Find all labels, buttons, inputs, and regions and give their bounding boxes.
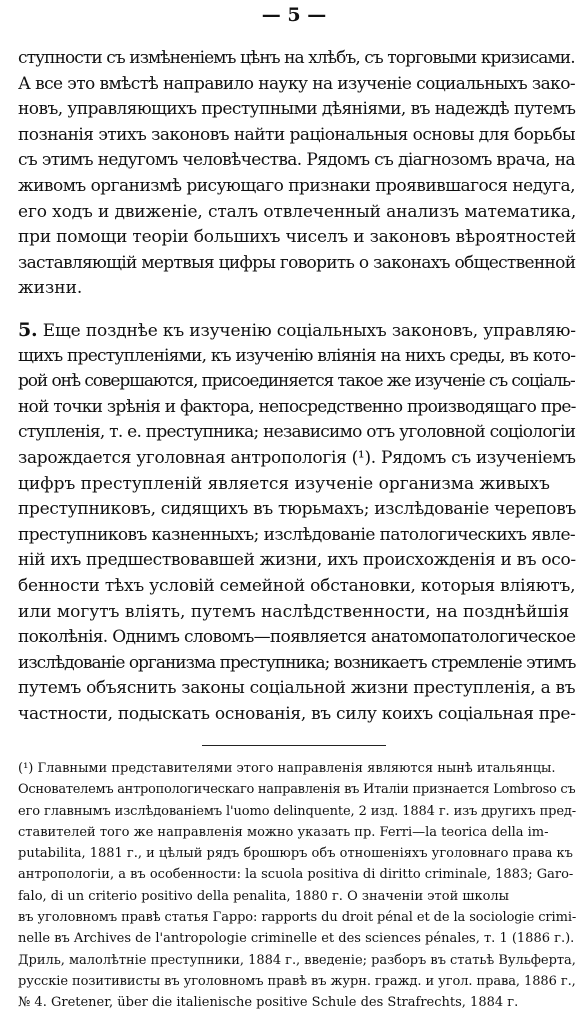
footnote-line: Дриль, малолѣтніе преступники, 1884 г., введеніе; разборъ въ статьѣ Вульферта, xyxy=(18,952,576,968)
footnote-line: въ уголовномъ правѣ статья Гарро: rapports du droit pénal et de la sociologie crimi- xyxy=(18,910,576,926)
text-line: ній ихъ предшествовавшей жизни, ихъ происхожденія и въ осо- xyxy=(18,550,576,571)
text-line: щихъ преступленіями, къ изученію вліянія на нихъ среды, въ кото- xyxy=(18,345,576,366)
text-line: новъ, управляющихъ преступными дѣяніями, въ надеждѣ путемъ xyxy=(18,99,576,120)
footnote-line: русскіе позитивисты въ уголовномъ правѣ въ журн. гражд. и угол. права, 1886 г., xyxy=(18,973,576,989)
text-line: ступности съ измѣненіемъ цѣнъ на хлѣбъ, съ торговыми кризисами. xyxy=(18,48,575,68)
section-number: 5. xyxy=(18,319,38,341)
text-line: рой онѣ совершаются, присоединяется такое же изученіе съ соціаль- xyxy=(18,371,575,392)
text-line: или могутъ вліять, путемъ наслѣдственности, на позднѣйшія xyxy=(18,601,570,622)
text-line: познанія этихъ законовъ найти раціональныя основы для борьбы xyxy=(18,124,576,145)
footnote-line: falo, di un criterio positivo della penalita, 1880 г. О значеніи этой школы xyxy=(18,888,510,904)
text-line: преступниковъ, сидящихъ въ тюрьмахъ; изслѣдованіе череповъ xyxy=(18,499,576,520)
text-line: изслѣдованіе организма преступника; возникаетъ стремленіе этимъ xyxy=(18,652,576,673)
footnote-line: ставителей того же направленія можно указать пр. Ferri—la teorica della im- xyxy=(18,824,549,840)
text-line: путемъ объяснить законы соціальной жизни преступленія, а въ xyxy=(18,678,576,699)
footnote-line: его главнымъ изслѣдованіемъ l'uomo delinquente, 2 изд. 1884 г. изъ другихъ пред- xyxy=(18,803,576,819)
footnote-line: антропологіи, а въ особенности: la scuola positiva di diritto criminale, 1883; Garo- xyxy=(18,867,574,883)
text-line: при помощи теоріи большихъ чиселъ и законовъ вѣроятностей xyxy=(18,227,576,248)
paragraph-2 xyxy=(18,318,576,728)
text-line: зарождается уголовная антропологія (¹). Рядомъ съ изученіемъ xyxy=(18,447,576,468)
footnote-line: (¹) Главными представителями этого направленія являются нынѣ итальянцы. xyxy=(18,761,556,776)
text-line: А все это вмѣстѣ направило науку на изученіе социальныхъ зако- xyxy=(18,73,575,94)
text-line: заставляющій мертвыя цифры говорить о законахъ общественной xyxy=(18,252,576,273)
footnote-line: nelle въ Archives de l'antropologie criminelle et des sciences pénales, т. 1 (1886 г.). xyxy=(18,931,575,947)
text-line: поколѣнія. Однимъ словомъ—появляется анатомопатологическое xyxy=(18,627,576,648)
text-line: съ этимъ недугомъ человѣчества. Рядомъ съ діагнозомъ врача, на xyxy=(18,150,575,171)
page-number: — 5 — xyxy=(261,4,327,26)
footnote-divider xyxy=(202,745,386,746)
text-line: жизни. xyxy=(18,278,83,299)
footnote-line: Основателемъ антропологическаго направленія въ Италіи признается Lombroso съ xyxy=(18,782,576,798)
text-line: живомъ организмѣ рисующаго признаки проявившагося недуга, xyxy=(18,175,576,196)
text-line: бенности тѣхъ условій семейной обстановки, которыя вліяютъ, xyxy=(18,575,576,596)
text-line: его ходъ и движеніе, сталъ отвлеченный анализъ математика, xyxy=(18,201,576,222)
paragraph-1 xyxy=(18,46,576,302)
text-line: частности, подыскать основанія, въ силу коихъ соціальная пре- xyxy=(18,703,576,724)
text-line: преступниковъ казненныхъ; изслѣдованіе патологическихъ явле- xyxy=(18,524,576,545)
footnote-line: № 4. Gretener, über die italienische positive Schule des Strafrechts, 1884 г. xyxy=(18,995,519,1011)
footnote xyxy=(18,758,576,1014)
footnote-line: putabilita, 1881 г., и цѣлый рядъ брошюръ объ отношеніяхъ уголовнаго права къ xyxy=(18,846,573,862)
text-line: ступленія, т. е. преступника; независимо отъ уголовной соціологіи xyxy=(18,422,576,443)
text-line-first xyxy=(18,318,576,344)
text-line: цифръ преступленій является изученіе организма живыхъ xyxy=(18,473,550,494)
text-line-rest: Еще позднѣе къ изученію соціальныхъ законовъ, управляю- xyxy=(37,321,576,341)
text-line: ной точки зрѣнія и фактора, непосредственно производящаго пре- xyxy=(18,396,576,417)
